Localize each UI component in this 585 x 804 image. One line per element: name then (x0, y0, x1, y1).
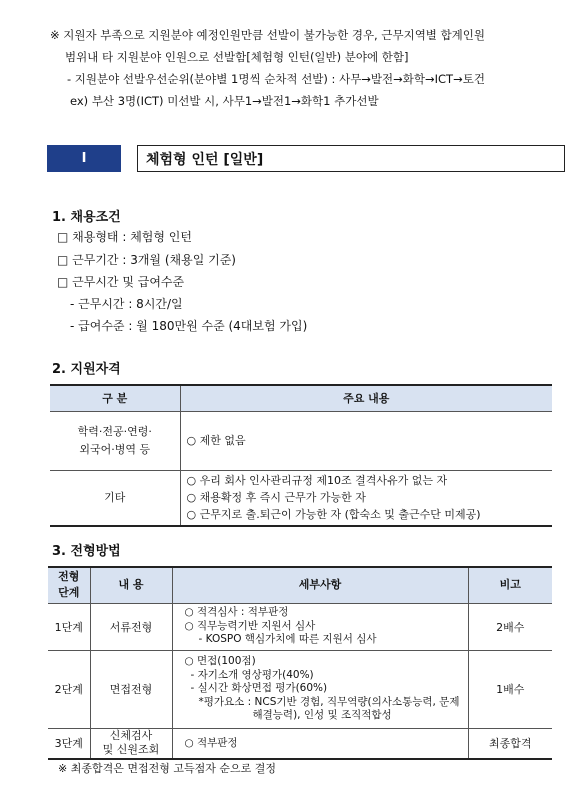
heading-qualifications: 2. 지원자격 (52, 362, 121, 377)
heading-employment-conditions: 1. 채용조건 (52, 210, 121, 225)
table-header-row (48, 567, 552, 603)
content-cell (90, 728, 172, 759)
heading-selection-process: 3. 전형방법 (52, 544, 121, 559)
row-content-line: ○ 채용확정 후 즉시 근무가 가능한 자 (186, 491, 366, 505)
qualification-table (50, 384, 552, 527)
table-row (48, 650, 552, 728)
top-note (50, 24, 560, 112)
column-header: 세부사항 (172, 567, 468, 603)
row-content: ○ 제한 없음 (180, 411, 552, 470)
detail-line: ○ 적격심사 : 적부판정 (184, 606, 289, 619)
condition-item: □ 채용형태 : 체험형 인턴 (57, 230, 192, 244)
condition-subitem: - 급여수준 : 월 180만원 수준 (4대보험 가입) (70, 319, 308, 333)
selection-process-table (48, 566, 552, 760)
stage-cell: 2단계 (48, 650, 90, 728)
table-header-row (50, 385, 552, 411)
row-content-line: ○ 우리 회사 인사관리규정 제10조 결격사유가 없는 자 (186, 474, 448, 488)
detail-cell (172, 650, 468, 728)
condition-item: □ 근무기간 : 3개월 (채용일 기준) (57, 253, 236, 267)
detail-line: - KOSPO 핵심가치에 따른 지원서 심사 (198, 633, 377, 646)
top-note-line: ex) 부산 3명(ICT) 미선발 시, 사무1→발전1→화학1 추가선발 (70, 94, 379, 108)
table-row (48, 728, 552, 759)
column-header (48, 567, 90, 603)
row-label-line: 외국어·병역 등 (79, 442, 151, 456)
column-header: 내 용 (90, 567, 172, 603)
column-header-line: 전형 (58, 570, 80, 584)
detail-cell (172, 603, 468, 650)
column-header: 구 분 (50, 385, 180, 411)
row-label-line: 학력·전공·연령· (77, 424, 152, 438)
note-cell: 최종합격 (468, 728, 552, 759)
row-label: 기타 (50, 470, 180, 526)
top-note-line: 범위내 타 지원분야 인원으로 선발함[체험형 인턴(일반) 분야에 한함] (65, 50, 409, 64)
column-header: 비고 (468, 567, 552, 603)
row-content (180, 470, 552, 526)
footnote: ※ 최종합격은 면접전형 고득점자 순으로 결정 (58, 762, 276, 775)
top-note-line: ※ 지원자 부족으로 지원분야 예정인원만큼 선발이 불가능한 경우, 근무지역별 합계인원 (50, 28, 486, 42)
content-line: 및 신원조회 (102, 743, 160, 757)
top-note-line: - 지원분야 선발우선순위(분야별 1명씩 순차적 선발) : 사무→발전→화학→ICT→토건 (67, 72, 485, 86)
table-row (50, 411, 552, 470)
section-banner (47, 145, 565, 172)
detail-line: - 실시간 화상면접 평가(60%) (190, 682, 328, 695)
detail-line: ○ 면접(100점) (184, 655, 256, 668)
condition-item: □ 근무시간 및 급여수준 (57, 275, 185, 289)
detail-line: - 자기소개 영상평가(40%) (190, 668, 314, 681)
condition-subitem: - 근무시간 : 8시간/일 (70, 297, 183, 311)
detail-line: *평가요소 : NCS기반 경험, 직무역량(의사소통능력, 문제 (198, 695, 460, 708)
note-cell: 1배수 (468, 650, 552, 728)
note-cell: 2배수 (468, 603, 552, 650)
content-line: 신체검사 (109, 729, 153, 743)
row-content-line: ○ 근무지로 출.퇴근이 가능한 자 (합숙소 및 출근수단 미제공) (186, 508, 481, 522)
stage-cell: 3단계 (48, 728, 90, 759)
column-header: 주요 내용 (180, 385, 552, 411)
content-cell: 서류전형 (90, 603, 172, 650)
detail-cell: ○ 적부판정 (172, 728, 468, 759)
content-cell: 면접전형 (90, 650, 172, 728)
detail-line: 해결능력), 인성 및 조직적합성 (252, 709, 392, 722)
row-label (50, 411, 180, 470)
column-header-line: 단계 (58, 586, 80, 600)
section-title: 체험형 인턴 [일반] (137, 145, 565, 172)
detail-line: ○ 직무능력기반 지원서 심사 (184, 619, 316, 632)
stage-cell: 1단계 (48, 603, 90, 650)
section-number: Ⅰ (47, 145, 121, 172)
table-row (50, 470, 552, 526)
table-row (48, 603, 552, 650)
